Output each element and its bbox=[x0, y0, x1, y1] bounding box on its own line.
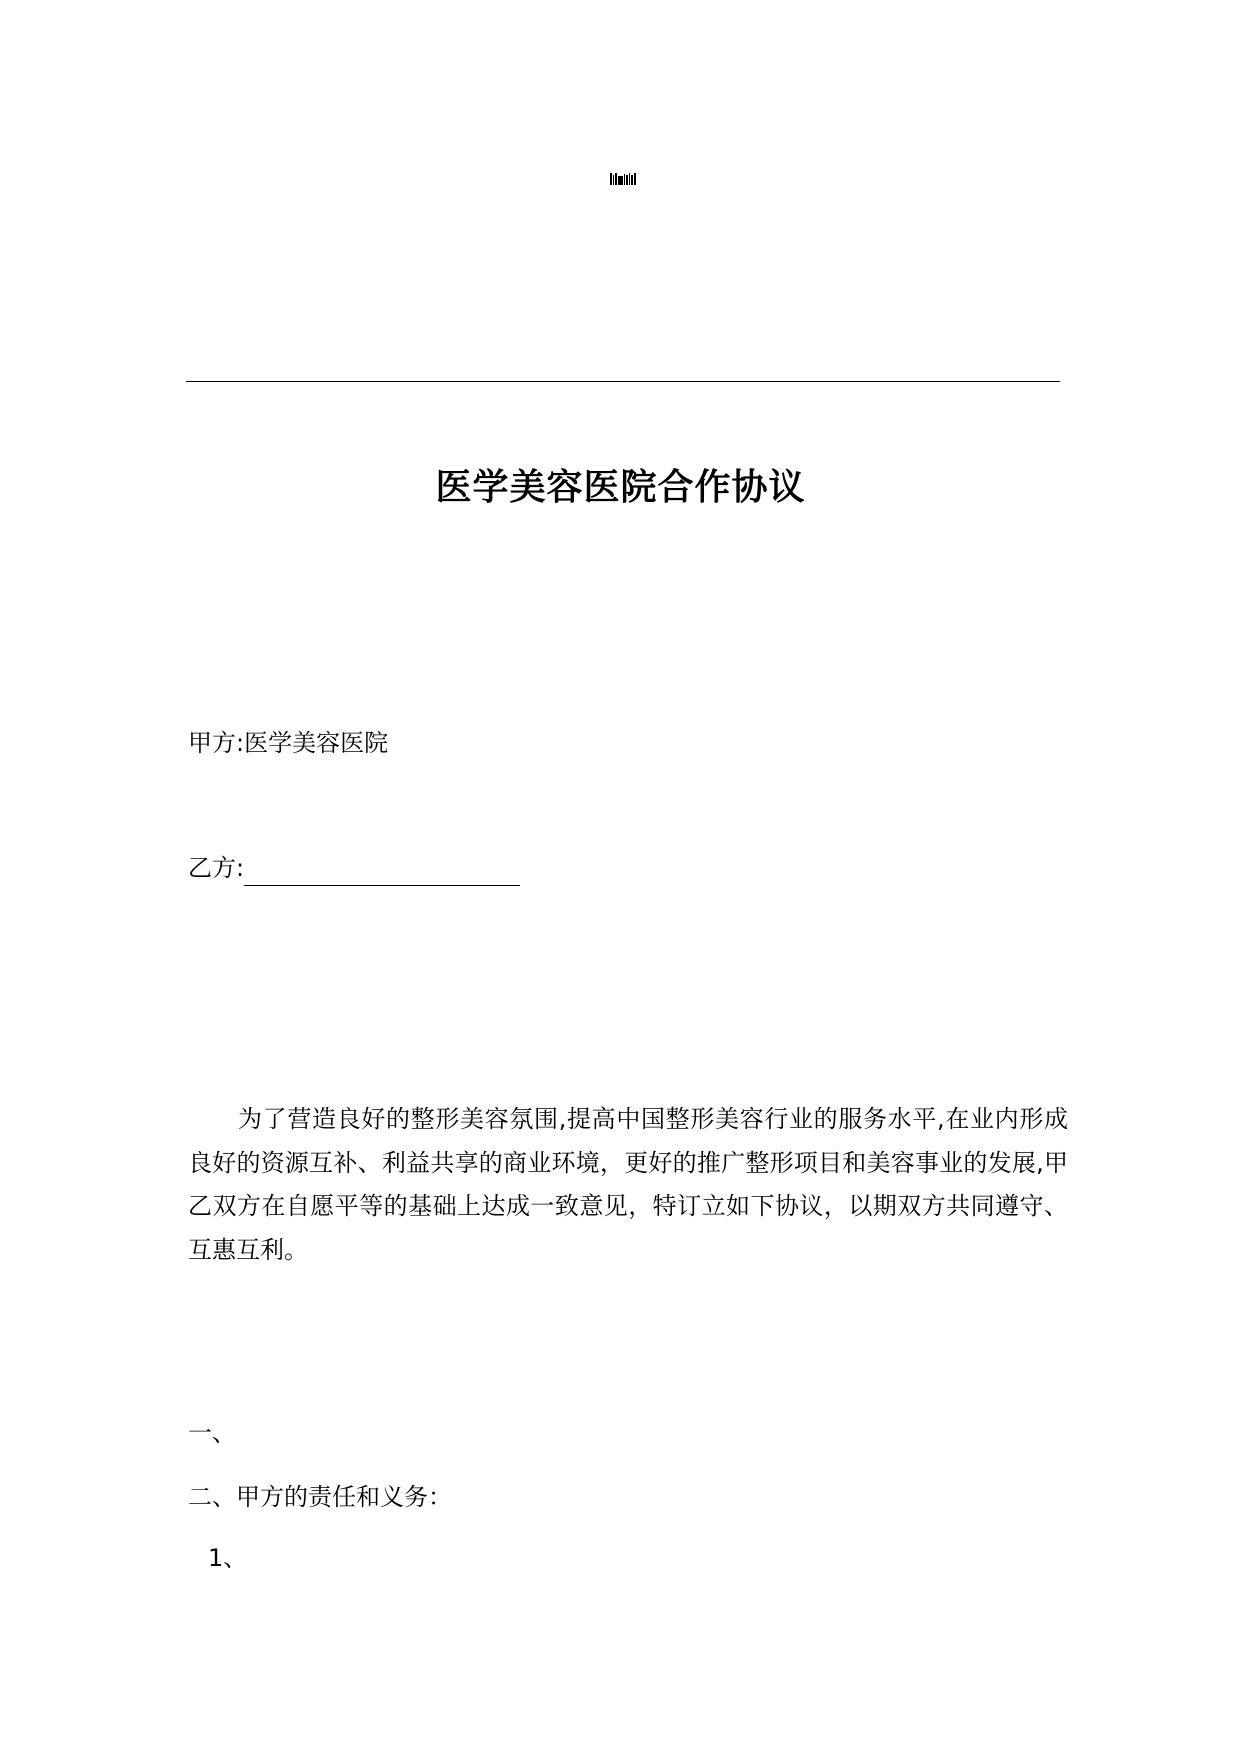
header-divider bbox=[186, 381, 1060, 382]
intro-paragraph: 为了营造良好的整形美容氛围,提高中国整形美容行业的服务水平,在业内形成良好的资源互补、利益共享的商业环境，更好的推广整形项目和美容事业的发展,甲乙双方在自愿平等的基础上达成一致意见，特订立如下协议，以期双方共同遵守、互惠互利。 bbox=[188, 1105, 1068, 1264]
list-item-1: 1、 bbox=[208, 1544, 248, 1572]
party-a-line: 甲方:医学美容医院 bbox=[188, 729, 389, 757]
party-b-line bbox=[188, 850, 520, 886]
header-logo-icon bbox=[610, 171, 636, 185]
party-b-label: 乙方: bbox=[188, 854, 245, 882]
party-b-blank-field bbox=[244, 859, 520, 886]
section-heading-2: 二、甲方的责任和义务： bbox=[188, 1483, 452, 1511]
section-heading-1: 一、 bbox=[188, 1419, 236, 1447]
document-title: 医学美容医院合作协议 bbox=[435, 467, 806, 508]
